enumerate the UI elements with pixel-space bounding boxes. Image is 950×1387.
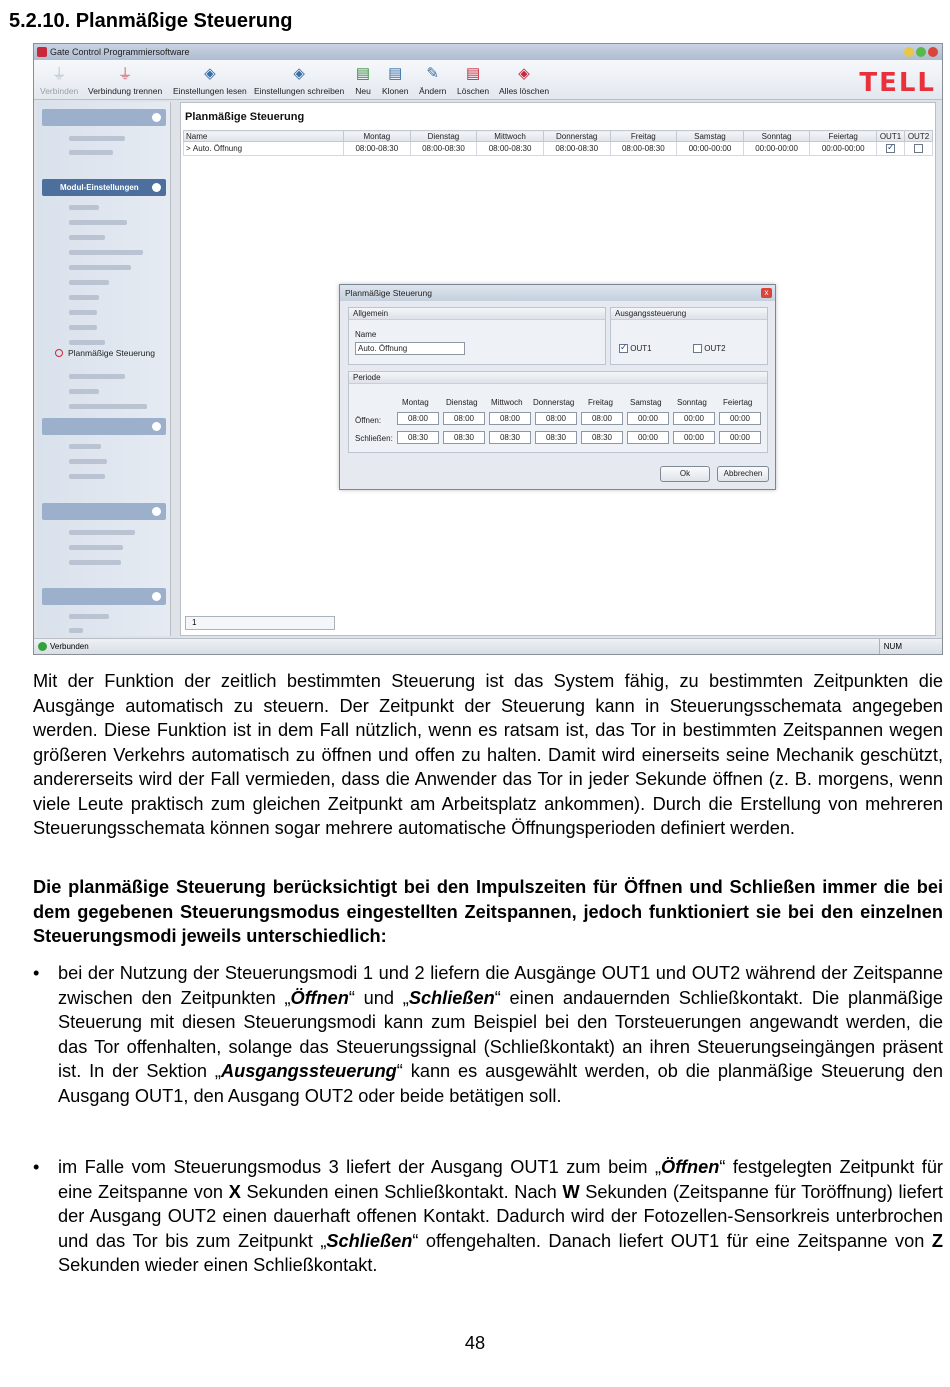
usb-plug-icon: ⏚	[51, 65, 67, 83]
sidebar-item-label: Planmäßige Steuerung	[68, 348, 155, 358]
sidebar-blur-line	[69, 220, 127, 225]
toolbar-label: Klonen	[382, 86, 409, 96]
clone-button[interactable]	[382, 62, 408, 96]
group-header: Allgemein	[349, 308, 605, 320]
sidebar-group-blurred[interactable]	[42, 588, 166, 605]
name-cell	[184, 142, 344, 156]
app-icon	[37, 47, 47, 57]
dialog-title: Planmäßige Steuerung	[340, 285, 775, 301]
name-input[interactable]: Auto. Öffnung	[355, 342, 465, 355]
out1-option[interactable]	[619, 344, 652, 353]
text-run: Sekunden wieder einen Schließkontakt.	[58, 1255, 378, 1275]
sidebar-blur-line	[69, 545, 123, 550]
sidebar	[37, 102, 171, 636]
text-run: im Falle vom Steuerungsmodus 3 liefert der Ausgang OUT1 zum beim „	[58, 1157, 662, 1177]
schedule-dialog	[339, 284, 776, 490]
usb-disconnect-icon: ⏚	[117, 65, 133, 83]
clone-doc-icon: ▤	[388, 65, 403, 82]
sidebar-blur-line	[69, 250, 143, 255]
sidebar-blur-line	[69, 136, 125, 141]
out1-checkbox[interactable]	[886, 144, 895, 153]
chevron-icon	[152, 592, 161, 601]
sidebar-blur-line	[69, 340, 105, 345]
time-cell: 08:00-08:30	[543, 142, 610, 156]
row-name: Auto. Öffnung	[192, 144, 243, 153]
time-cell: 00:00-00:00	[677, 142, 744, 156]
day-label: Feiertag	[723, 398, 753, 407]
sidebar-group-module-settings[interactable]	[42, 179, 166, 196]
pager-field[interactable]: 1	[185, 616, 335, 630]
chevron-icon	[152, 422, 161, 431]
day-label: Mittwoch	[491, 398, 523, 407]
window-title: Gate Control Programmiersoftware	[50, 47, 190, 57]
name-label: Name	[355, 330, 377, 339]
close-time-input[interactable]: 08:30	[397, 431, 439, 444]
group-header: Periode	[349, 372, 767, 384]
toolbar-label: Neu	[355, 86, 371, 96]
sidebar-blur-line	[69, 265, 131, 270]
out1-label: OUT1	[630, 344, 652, 353]
close-time-input[interactable]: 08:30	[535, 431, 577, 444]
delete-all-button[interactable]	[499, 62, 549, 96]
sidebar-blur-line	[69, 459, 107, 464]
sidebar-blur-line	[69, 614, 109, 619]
text-run: “ einen andauernden Schließkontakt. Die planmäßige Steuerung mit diesen Steuerungsmodi kann zum Beispiel bei den Torsteuerungen angewandt werden, die das Tor offenhalten, solange das Steuerungssignal (Schließkontakt) an ihren Steuerungseingängen präsent ist. In der Sektion „	[58, 987, 943, 1081]
out2-checkbox[interactable]	[693, 344, 702, 353]
sidebar-group-label: Modul-Einstellungen	[60, 183, 139, 192]
minimize-button[interactable]	[904, 47, 914, 57]
num-lock-indicator: NUM	[879, 639, 902, 654]
sidebar-blur-line	[69, 474, 105, 479]
dialog-close-button[interactable]: x	[761, 288, 772, 298]
day-label: Samstag	[630, 398, 662, 407]
window-controls	[904, 47, 938, 57]
new-doc-icon: ▤	[355, 65, 371, 82]
column-header[interactable]: Sonntag	[743, 131, 810, 142]
column-header[interactable]: Samstag	[677, 131, 744, 142]
open-time-input[interactable]: 08:00	[535, 412, 577, 425]
sidebar-group-blurred[interactable]	[42, 503, 166, 520]
title-bar	[34, 44, 942, 60]
sidebar-blur-line	[69, 389, 99, 394]
sidebar-blur-line	[69, 325, 97, 330]
close-time-input[interactable]: 08:30	[581, 431, 623, 444]
toolbar-label: Einstellungen schreiben	[254, 86, 345, 96]
column-header[interactable]: Montag	[344, 131, 411, 142]
maximize-button[interactable]	[916, 47, 926, 57]
out2-checkbox[interactable]	[914, 144, 923, 153]
time-cell: 08:00-08:30	[410, 142, 477, 156]
close-time-input[interactable]: 00:00	[719, 431, 761, 444]
close-time-input[interactable]: 00:00	[627, 431, 669, 444]
column-header[interactable]: Freitag	[610, 131, 677, 142]
edit-doc-icon: ✎	[426, 65, 439, 82]
toolbar-label: Verbinden	[40, 86, 79, 96]
variable-x: X	[228, 1181, 241, 1202]
schedule-table	[183, 130, 933, 156]
table-header-row	[184, 131, 933, 142]
day-label: Freitag	[588, 398, 613, 407]
toolbar	[34, 60, 942, 100]
output-control-group	[610, 307, 768, 365]
text-run: “ kann es ausgewählt werden, ob die planmäßige Steuerung den Ausgang OUT1, den Ausgang OUT2 oder beide betätigen soll.	[58, 1061, 943, 1106]
period-group	[348, 371, 768, 453]
delete-all-icon: ◈	[518, 65, 530, 82]
emphasis-close: Schließen	[408, 987, 495, 1008]
open-row-label: Öffnen:	[355, 416, 382, 425]
bullet-item-mode-3	[33, 1155, 943, 1278]
time-cell: 00:00-00:00	[743, 142, 810, 156]
bullet-text	[58, 961, 943, 1108]
column-header[interactable]: OUT2	[905, 131, 933, 142]
out1-cell	[877, 142, 905, 156]
text-run: “ festgelegten Zeitpunkt für eine Zeitspanne von	[58, 1157, 943, 1202]
section-heading: 5.2.10. Planmäßige Steuerung	[9, 10, 293, 32]
edit-button[interactable]	[419, 62, 446, 96]
toolbar-label: Löschen	[457, 86, 490, 96]
toolbar-label: Alles löschen	[499, 86, 550, 96]
column-header[interactable]: Donnerstag	[543, 131, 610, 142]
out1-checkbox[interactable]	[619, 344, 628, 353]
variable-z: Z	[931, 1230, 943, 1251]
sidebar-blur-line	[69, 404, 147, 409]
column-header[interactable]: Name	[184, 131, 344, 142]
write-settings-button[interactable]	[254, 62, 344, 96]
day-label: Montag	[402, 398, 429, 407]
emphasis-output-control: Ausgangssteuerung	[220, 1061, 397, 1081]
page-number: 48	[464, 1333, 486, 1353]
day-label: Dienstag	[446, 398, 478, 407]
sidebar-blur-line	[69, 235, 105, 240]
close-time-input[interactable]: 08:30	[443, 431, 485, 444]
close-window-button[interactable]	[928, 47, 938, 57]
brand-logo: TELL	[859, 68, 936, 98]
open-time-input[interactable]: 08:00	[489, 412, 531, 425]
sidebar-blur-line	[69, 295, 99, 300]
sidebar-blur-line	[69, 560, 121, 565]
sidebar-blur-line	[69, 205, 99, 210]
page-title: Planmäßige Steuerung	[185, 111, 305, 123]
sidebar-blur-line	[69, 628, 83, 633]
emphasis-open: Öffnen	[661, 1157, 720, 1177]
time-cell: 08:00-08:30	[610, 142, 677, 156]
text-run: Sekunden einen Schließkontakt. Nach	[240, 1181, 563, 1202]
text-run: Sekunden (Zeitspanne für Toröffnung) liefert der Ausgang OUT2 einen dauerhaft offenen Kontakt. Dadurch wird der Fotozellen-Sensorkreis unterbrochen und das Tor bis zum Zeitpunkt „	[58, 1181, 943, 1251]
status-bar	[34, 638, 942, 654]
text-run: bei der Nutzung der Steuerungsmodi 1 und 2 liefern die Ausgänge OUT1 und OUT2 während der Zeitspanne zwischen den Zeitpunkten „	[58, 963, 943, 1008]
group-header: Ausgangssteuerung	[611, 308, 767, 320]
sidebar-blur-line	[69, 150, 113, 155]
bullet-item-modes-1-2	[33, 961, 943, 1108]
open-time-input[interactable]: 00:00	[627, 412, 669, 425]
variable-w: W	[562, 1181, 580, 1202]
close-row-label: Schließen:	[355, 434, 393, 443]
time-cell: 08:00-08:30	[344, 142, 411, 156]
out2-option[interactable]	[693, 344, 726, 353]
read-settings-icon: ◈	[204, 65, 216, 82]
table-row[interactable]	[184, 142, 933, 156]
close-time-input[interactable]: 08:30	[489, 431, 531, 444]
column-header[interactable]: OUT1	[877, 131, 905, 142]
text-run: “ offengehalten. Danach liefert OUT1 für eine Zeitspanne von	[412, 1230, 932, 1251]
time-cell: 00:00-00:00	[810, 142, 877, 156]
chevron-icon	[152, 113, 161, 122]
chevron-icon	[152, 183, 161, 192]
selected-radio-icon	[55, 349, 63, 357]
delete-doc-icon: ▤	[465, 65, 481, 82]
write-settings-icon: ◈	[293, 65, 305, 82]
text-run: “ und „	[348, 987, 409, 1008]
bullet-text	[58, 1155, 943, 1278]
open-time-input[interactable]: 00:00	[673, 412, 715, 425]
open-time-input[interactable]: 08:00	[581, 412, 623, 425]
read-settings-button[interactable]	[173, 62, 247, 96]
open-time-input[interactable]: 08:00	[397, 412, 439, 425]
sidebar-blur-line	[69, 444, 101, 449]
toolbar-label: Ändern	[419, 86, 447, 96]
intro-paragraph: Mit der Funktion der zeitlich bestimmten Steuerung ist das System fähig, zu bestimmten Zeitpunkten die Ausgänge automatisch zu steuern. Der Zeitpunkt der Steuerung kann in Steuerungsschemata angegeben werden. Diese Funktion ist in dem Fall nützlich, wenn es ratsam ist, das Tor in bestimmten Zeitspannen wegen größeren Verkehrs automatisch zu öffnen und offen zu halten. Damit wird einerseits seine Mechanik geschützt, andererseits wird der Fall vermieden, dass die Anwender das Tor in jeder Sekunde öffnen (z. B. morgens, wenn viele Leute praktisch zum gleichen Zeitpunkt am Arbeitsplatz ankommen). Durch die Erstellung von mehreren Steuerungsschemata können sogar mehrere automatische Öffnungsperioden definiert werden.	[33, 671, 943, 838]
bold-paragraph: Die planmäßige Steuerung berücksichtigt bei den Impulszeiten für Öffnen und Schließen immer die bei dem gegebenen Steuerungsmodus eingestellten Zeitspannen, jedoch funktioniert sie bei den einzelnen Steuerungsmodi jeweils unterschiedlich:	[33, 877, 943, 946]
status-text: Verbunden	[50, 642, 89, 651]
column-header[interactable]: Dienstag	[410, 131, 477, 142]
connect-button[interactable]	[40, 62, 78, 96]
new-button[interactable]	[353, 62, 373, 96]
general-group	[348, 307, 606, 365]
row-marker: >	[186, 144, 191, 153]
sidebar-item-scheduled-control[interactable]	[55, 348, 155, 358]
connected-status-icon	[38, 642, 47, 651]
sidebar-blur-line	[69, 280, 109, 285]
sidebar-blur-line	[69, 310, 97, 315]
app-window	[33, 43, 943, 655]
column-header[interactable]: Feiertag	[810, 131, 877, 142]
close-time-input[interactable]: 00:00	[673, 431, 715, 444]
day-label: Donnerstag	[533, 398, 575, 407]
emphasis-open: Öffnen	[290, 987, 349, 1008]
out2-label: OUT2	[704, 344, 726, 353]
bullet-icon: •	[33, 1157, 40, 1177]
open-time-input[interactable]: 00:00	[719, 412, 761, 425]
sidebar-blur-line	[69, 374, 125, 379]
bullet-icon: •	[33, 963, 40, 983]
cancel-button[interactable]: Abbrechen	[717, 466, 769, 482]
sidebar-blur-line	[69, 530, 135, 535]
open-time-input[interactable]: 08:00	[443, 412, 485, 425]
toolbar-label: Verbindung trennen	[88, 86, 163, 96]
emphasis-close: Schließen	[326, 1230, 413, 1251]
ok-button[interactable]: Ok	[660, 466, 710, 482]
time-cell: 08:00-08:30	[477, 142, 544, 156]
out2-cell	[905, 142, 933, 156]
chevron-icon	[152, 507, 161, 516]
disconnect-button[interactable]	[88, 62, 162, 96]
day-label: Sonntag	[677, 398, 707, 407]
delete-button[interactable]	[457, 62, 489, 96]
sidebar-group-blurred[interactable]	[42, 418, 166, 435]
toolbar-label: Einstellungen lesen	[173, 86, 247, 96]
sidebar-group-blurred[interactable]	[42, 109, 166, 126]
column-header[interactable]: Mittwoch	[477, 131, 544, 142]
